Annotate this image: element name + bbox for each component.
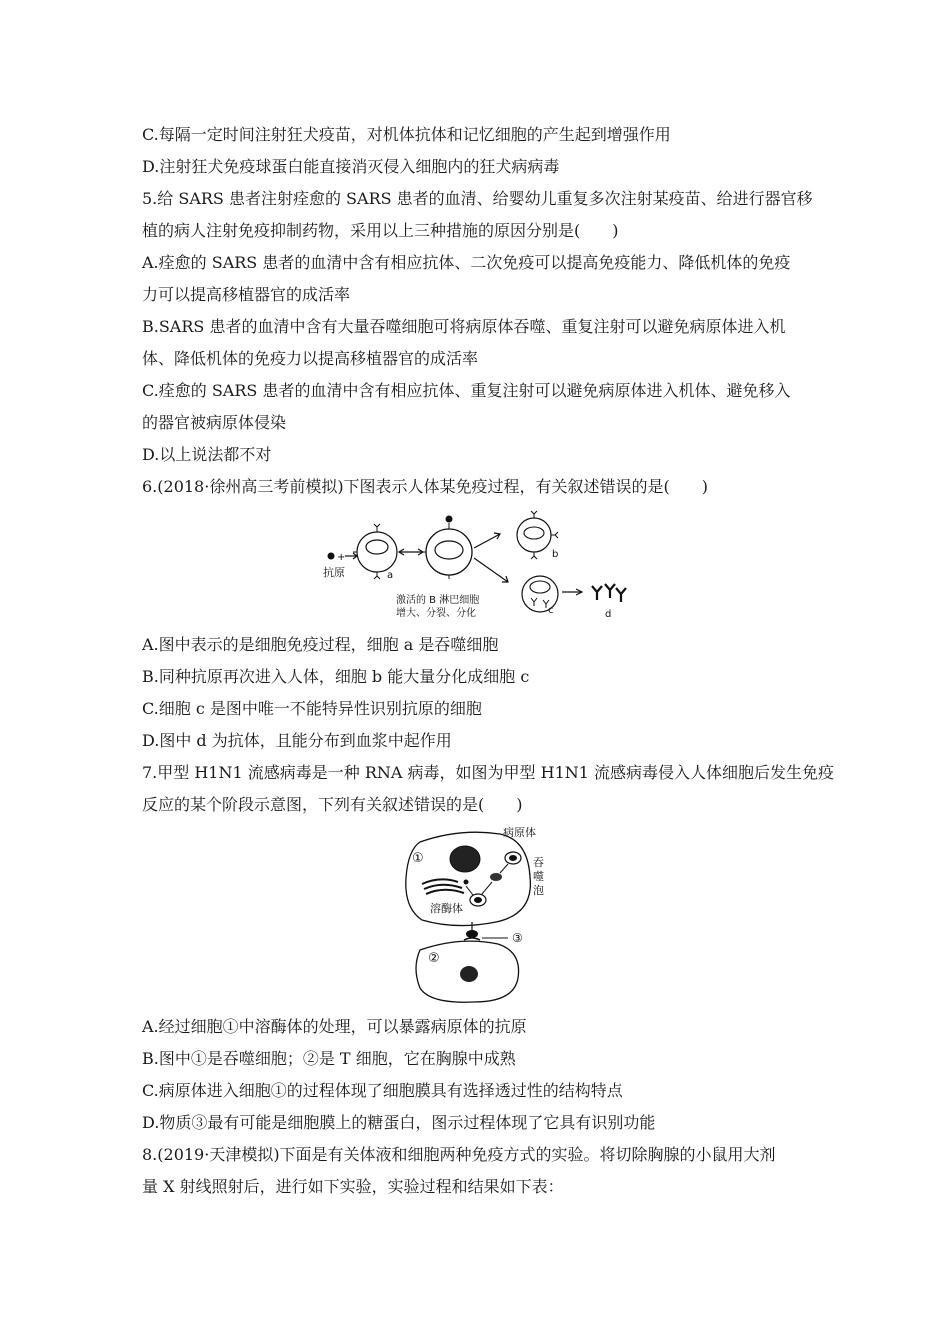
question-7-line1: 7.甲型 H1N1 流感病毒是一种 RNA 病毒，如图为甲型 H1N1 流感病毒侵入人体细胞后发生免疫 <box>142 763 835 782</box>
option-c-q7: C.病原体进入细胞①的过程体现了细胞膜具有选择透过性的结构特点 <box>142 1081 623 1100</box>
golgi-icon <box>422 879 464 894</box>
antigen-mhc-icon <box>466 930 478 938</box>
antigen-label: 抗原 <box>323 566 345 579</box>
option-a-q6: A.图中表示的是细胞免疫过程，细胞 a 是吞噬细胞 <box>142 635 499 654</box>
option-a-q7: A.经过细胞①中溶酶体的处理，可以暴露病原体的抗原 <box>142 1017 527 1036</box>
question-7-line2: 反应的某个阶段示意图，下列有关叙述错误的是( ) <box>142 795 523 814</box>
option-c-q6: C.细胞 c 是图中唯一不能特异性识别抗原的细胞 <box>142 699 482 718</box>
option-d-q4: D.注射狂犬免疫球蛋白能直接消灭侵入细胞内的狂犬病病毒 <box>142 157 560 176</box>
phagosome-label-2: 噬 <box>533 870 544 883</box>
lysosome-label: 溶酶体 <box>430 902 463 915</box>
question-8-line1: 8.(2019·天津模拟)下面是有关体液和细胞两种免疫方式的实验。将切除胸腺的小鼠用大剂 <box>142 1145 776 1164</box>
cell-a-label: a <box>387 570 394 581</box>
option-b-q5-line1: B.SARS 患者的血清中含有大量吞噬细胞可将病原体吞噬、重复注射可以避免病原体进入机 <box>142 317 786 336</box>
figure-immune-process <box>320 510 640 625</box>
cell-1-phagocyte <box>406 832 531 934</box>
phagosome-icon <box>490 873 502 881</box>
b-cell-label-line2: 增大、分裂、分化 <box>396 608 476 619</box>
option-d-q5: D.以上说法都不对 <box>142 445 272 464</box>
option-c-q4: C.每隔一定时间注射狂犬疫苗，对机体抗体和记忆细胞的产生起到增强作用 <box>142 125 671 144</box>
option-c-q5-line1: C.痊愈的 SARS 患者的血清中含有相应抗体、重复注射可以避免病原体进入机体、避免移入 <box>142 381 791 400</box>
figure-phagocyte-tcell <box>400 822 560 1007</box>
antigen-dot-icon-2 <box>446 516 453 523</box>
option-a-q5-line2: 力可以提高移植器官的成活率 <box>142 285 351 304</box>
antigen-dot-icon <box>328 553 335 560</box>
question-5-line2: 植的病人注射免疫抑制药物，采用以上三种措施的原因分别是( ) <box>142 221 619 240</box>
cell-2-label: ② <box>428 951 440 966</box>
phagosome-label-1: 吞 <box>533 856 544 869</box>
option-d-q6: D.图中 d 为抗体，且能分布到血浆中起作用 <box>142 731 452 750</box>
option-b-q6: B.同种抗原再次进入人体，细胞 b 能大量分化成细胞 c <box>142 667 530 686</box>
question-5-line1: 5.给 SARS 患者注射痊愈的 SARS 患者的血清、给婴幼儿重复多次注射某疫苗、给进行器官移 <box>142 189 813 208</box>
option-b-q5-line2: 体、降低机体的免疫力以提高移植器官的成活率 <box>142 349 479 368</box>
activated-b-cell <box>422 529 472 579</box>
receptor-icon <box>464 938 480 940</box>
option-c-q5-line2: 的器官被病原体侵染 <box>142 413 287 432</box>
pathogen-label: 病原体 <box>503 826 536 839</box>
cell-1-label: ① <box>412 851 424 866</box>
b-cell-label-line1: 激活的 B 淋巴细胞 <box>396 595 480 606</box>
antibody-d-label: d <box>605 609 612 620</box>
option-d-q7: D.物质③最有可能是细胞膜上的糖蛋白，图示过程体现了它具有识别功能 <box>142 1113 656 1132</box>
nucleus-icon-2 <box>460 966 478 982</box>
substance-3-label: ③ <box>512 931 523 945</box>
cell-c-label: c <box>548 605 554 616</box>
question-8-line2: 量 X 射线照射后，进行如下实验，实验过程和结果如下表： <box>142 1177 564 1196</box>
phagosome-label-3: 泡 <box>533 884 544 897</box>
antibody-icon <box>592 584 626 602</box>
question-6: 6.(2018·徐州高三考前模拟)下图表示人体某免疫过程，有关叙述错误的是( ) <box>142 477 709 496</box>
option-a-q5-line1: A.痊愈的 SARS 患者的血清中含有相应抗体、二次免疫可以提高免疫能力、降低机体的免疫 <box>142 253 791 272</box>
option-b-q7: B.图中①是吞噬细胞；②是 T 细胞，它在胸腺中成熟 <box>142 1049 516 1068</box>
plus-sign: + <box>337 552 346 563</box>
cell-b-label: b <box>552 549 559 560</box>
